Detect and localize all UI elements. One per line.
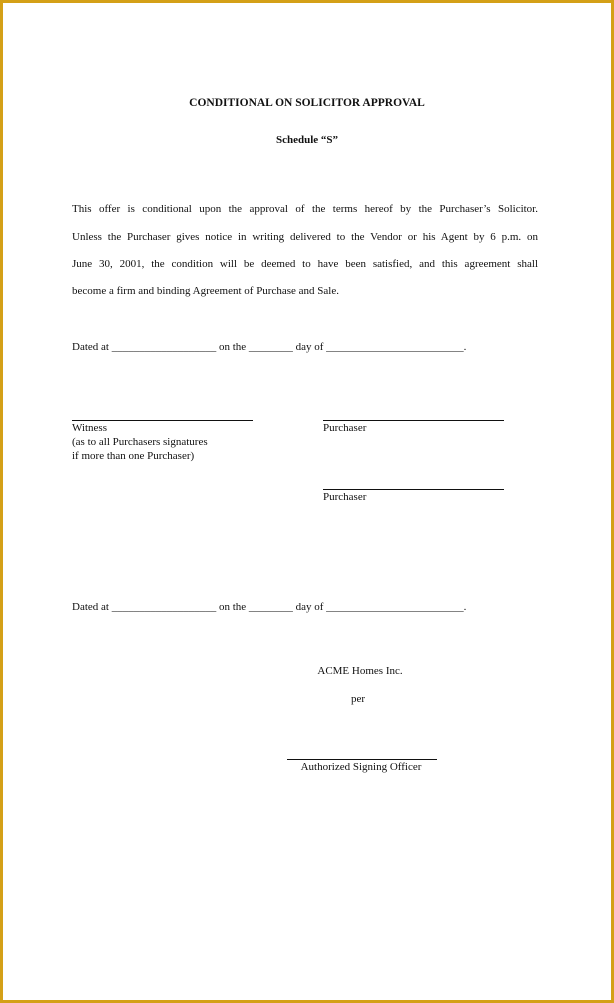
- paragraph-line-4: become a firm and binding Agreement of Purchase and Sale.: [72, 285, 339, 297]
- dated-line-1: Dated at ___________________ on the ________ day of _________________________.: [72, 341, 467, 353]
- dated-line-2: Dated at ___________________ on the ________ day of _________________________.: [72, 601, 467, 613]
- purchaser-label-2: Purchaser: [323, 491, 367, 503]
- paragraph-line-2: Unless the Purchaser gives notice in writing delivered to the Vendor or his Agent by 6 p.m. on: [72, 231, 538, 243]
- witness-note-line-1: (as to all Purchasers signatures: [72, 436, 208, 448]
- officer-label: Authorized Signing Officer: [300, 761, 422, 773]
- document-title: CONDITIONAL ON SOLICITOR APPROVAL: [189, 97, 425, 109]
- witness-signature-line: [72, 420, 253, 421]
- paragraph-line-3: June 30, 2001, the condition will be deemed to have been satisfied, and this agreement shall: [72, 258, 538, 270]
- purchaser-signature-line-1: [323, 420, 504, 421]
- witness-label: Witness: [72, 422, 107, 434]
- witness-note-line-2: if more than one Purchaser): [72, 450, 195, 462]
- purchaser-signature-line-2: [323, 489, 504, 490]
- per-label: per: [350, 693, 366, 705]
- purchaser-label-1: Purchaser: [323, 422, 367, 434]
- schedule-heading: Schedule “S”: [275, 134, 339, 146]
- officer-signature-line: [287, 759, 437, 760]
- company-name: ACME Homes Inc.: [317, 665, 403, 677]
- paragraph-line-1: This offer is conditional upon the approval of the terms hereof by the Purchaser’s Solicitor.: [72, 203, 538, 215]
